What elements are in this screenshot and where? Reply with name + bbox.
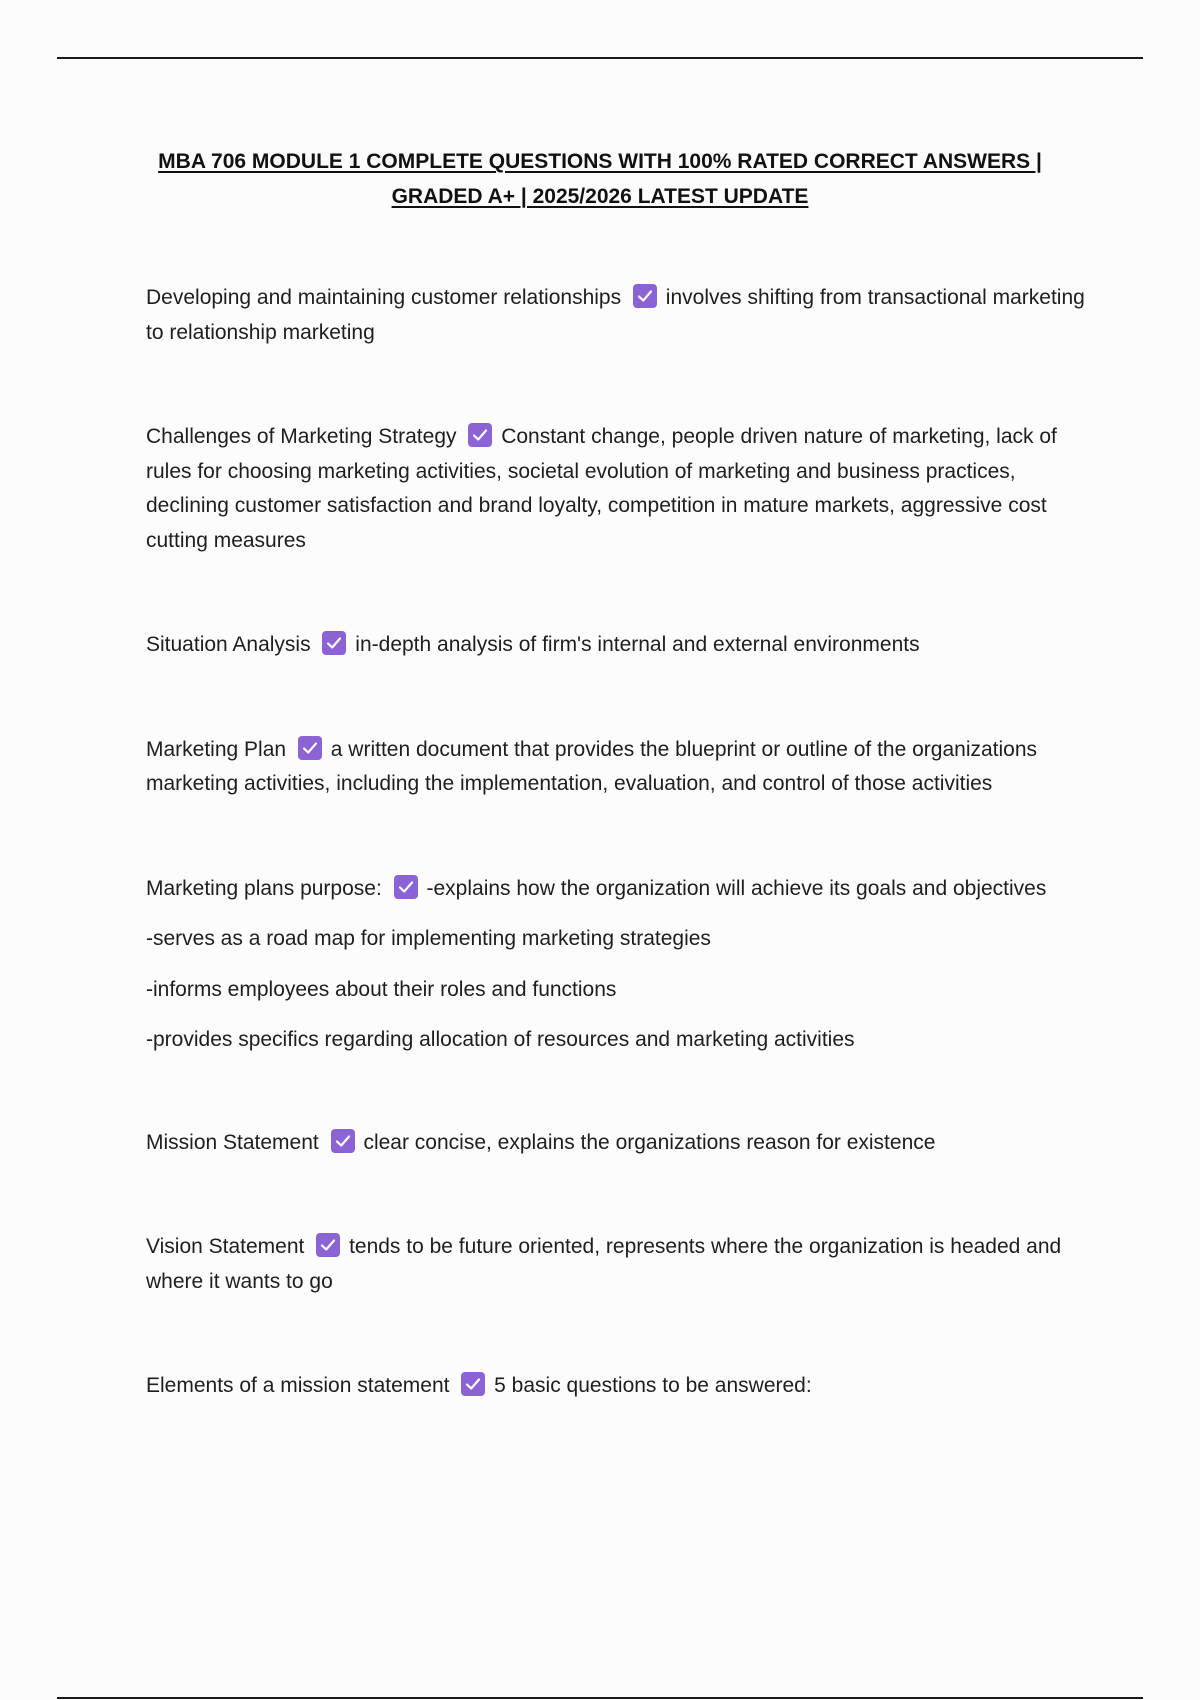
footer-rule [57,1697,1143,1699]
entry-situation-analysis [146,628,1096,663]
check-box-icon [322,631,346,655]
entry-answer: Constant change, people driven nature of marketing, lack of rules for choosing marketing activities, societal evolution of marketing and business practices, declining customer satisfaction and brand loyalty, competition in mature markets, aggressive cost cutting measures [146,425,1057,552]
entry-answer: clear concise, explains the organizations reason for existence [363,1130,936,1154]
entry-vision-statement [146,1230,1096,1299]
header-rule [57,57,1143,59]
entry-marketing-plan [146,733,1096,802]
entry-answer: a written document that provides the blueprint or outline of the organizations marketing activities, including the implementation, evaluation, and control of those activities [146,737,1038,795]
entry-answer: -explains how the organization will achieve its goals and objectives [426,876,1047,900]
purpose-sub-item: -serves as a road map for implementing marketing strategies [146,927,711,950]
document-title [150,144,1050,214]
check-box-icon [331,1129,355,1153]
title-line-1: MBA 706 MODULE 1 COMPLETE QUESTIONS WITH 100% RATED CORRECT ANSWERS | [158,150,1042,173]
entry-term: Marketing plans purpose: [146,876,382,900]
entry-mission-elements [146,1369,1096,1404]
purpose-sub-item: -informs employees about their roles and functions [146,977,617,1001]
entry-answer: tends to be future oriented, represents where the organization is headed and where it wants to go [146,1235,1062,1293]
entry-term: Mission Statement [146,1130,319,1154]
entry-customer-relationships [146,281,1096,350]
entry-answer: involves shifting from transactional marketing to relationship marketing [146,286,1085,344]
entry-term: Marketing Plan [146,737,287,761]
entry-answer: in-depth analysis of firm's internal and external environments [355,633,920,656]
title-line-2: GRADED A+ | 2025/2026 LATEST UPDATE [391,185,809,208]
check-box-icon [298,736,322,760]
check-box-icon [461,1372,485,1396]
check-box-icon [394,875,418,899]
entry-mission-statement [146,1126,1096,1161]
check-box-icon [316,1233,340,1257]
flashcard-list [146,281,1096,1404]
entry-marketing-plans-purpose [146,872,1096,1058]
check-box-icon [633,284,657,308]
entry-term: Developing and maintaining customer relationships [146,286,622,309]
entry-term: Situation Analysis [146,633,311,656]
check-box-icon [468,423,492,447]
entry-line [146,872,1096,907]
purpose-sub-item: -provides specifics regarding allocation of resources and marketing activities [146,1028,855,1051]
entry-term: Elements of a mission statement [146,1374,450,1397]
entry-marketing-strategy-challenges [146,420,1096,558]
entry-term: Vision Statement [146,1235,305,1258]
entry-answer: 5 basic questions to be answered: [494,1374,812,1397]
entry-term: Challenges of Marketing Strategy [146,425,457,448]
